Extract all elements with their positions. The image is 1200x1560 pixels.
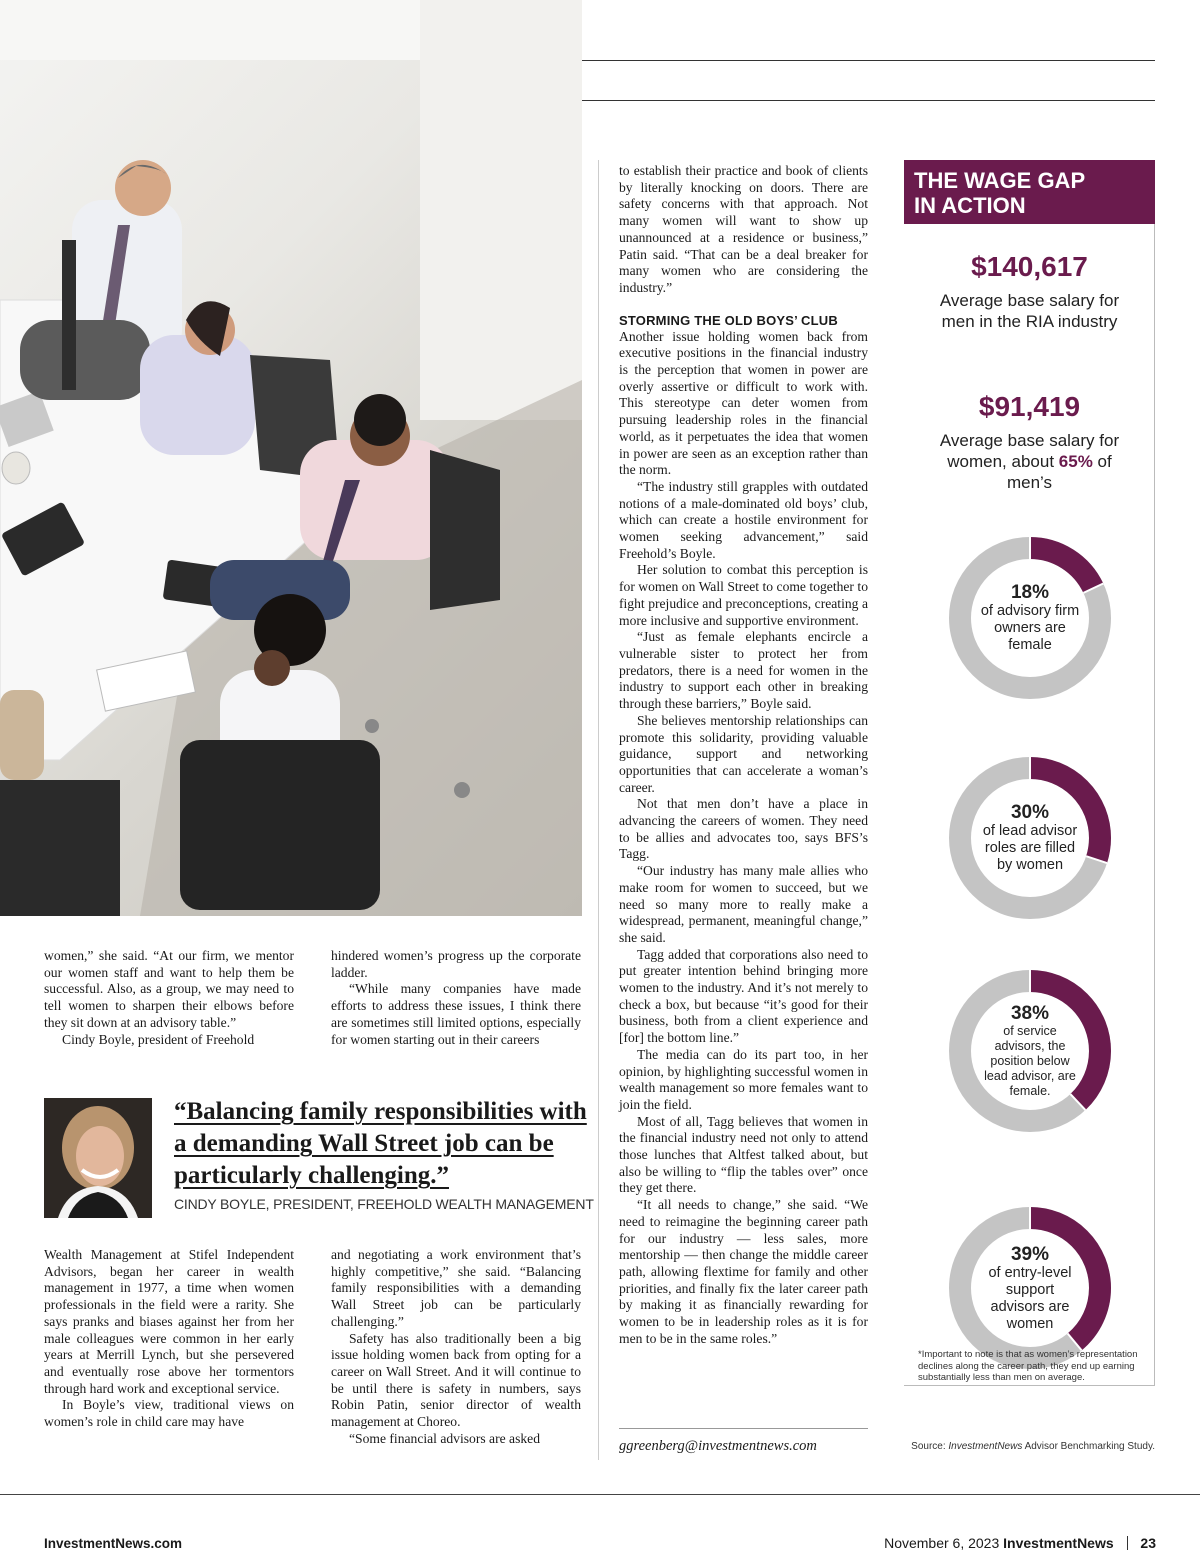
headshot-illustration xyxy=(44,1098,152,1218)
sidebar-title xyxy=(904,160,1155,224)
paragraph: “The industry still grapples with outdated notions of a male-dominated old boys’ club, which can create a hostile environment for women seeking advancement,” said Freehold’s Boyle. xyxy=(619,478,868,561)
stat-women-salary xyxy=(904,390,1155,493)
paragraph: Another issue holding women back from executive positions in the financial industry is the perception that women in power are overly assertive or difficult to work with. This stereotype can deter women from pursuing leadership roles in the financial world, as it perpetuates the idea that women in power are seen as an exception rather than the norm. xyxy=(619,328,868,478)
stat-description: Average base salary for men in the RIA industry xyxy=(939,291,1120,331)
paragraph: Wealth Management at Stifel Independent Advisors, began her career in wealth management in 1977, a time when women professionals in the field were a rarity. She says pranks and biases against her from her male colleagues were common in her early years at Merrill Lynch, but she persevered and eventually rose above her tormentors through hard work and exceptional service. xyxy=(44,1247,294,1396)
donut-chart xyxy=(949,1207,1111,1369)
pull-quote-text: “Balancing family responsibilities with a demanding Wall Street job can be particularly challenging.” xyxy=(174,1098,587,1189)
source-publication: InvestmentNews xyxy=(948,1441,1023,1452)
stat-men-salary xyxy=(904,250,1155,332)
donut-caption: of advisory firm owners are female xyxy=(980,603,1080,653)
paragraph: hindered women’s progress up the corporate ladder. xyxy=(331,948,581,980)
email-rule xyxy=(619,1428,868,1429)
author-email-link[interactable]: ggreenberg@investmentnews.com xyxy=(619,1438,817,1454)
donut-percent: 39% xyxy=(1010,1243,1050,1265)
donut-chart xyxy=(949,537,1111,699)
footer-brand: InvestmentNews xyxy=(1003,1535,1114,1551)
paragraph: In Boyle’s view, traditional views on women’s role in child care may have xyxy=(44,1397,294,1430)
stat-value: $91,419 xyxy=(978,391,1081,422)
source-label: Source: xyxy=(911,1441,946,1452)
footer-separator xyxy=(1127,1536,1128,1550)
page-number: 23 xyxy=(1140,1535,1156,1551)
paragraph: “Some financial advisors are asked xyxy=(349,1430,540,1446)
footer-rule xyxy=(0,1494,1200,1495)
sidebar-source xyxy=(911,1441,1155,1452)
stat-highlight-percent: 65% xyxy=(1058,452,1093,471)
sidebar-title-line: IN ACTION xyxy=(914,193,1026,218)
article-column-mid-top xyxy=(331,948,581,1048)
article-column-right xyxy=(619,163,868,1348)
sidebar-footnote: *Important to note is that as women’s representation declines along the career path, they end up earning substantially less than men on average. xyxy=(918,1349,1138,1383)
donut-caption: of service advisors, the position below lead advisor, are female. xyxy=(984,1024,1076,1098)
column-divider xyxy=(598,160,599,1460)
paragraph: Her solution to combat this perception is for women on Wall Street to come together to fight prejudice and preconceptions, creating a more inclusive and supportive environment. xyxy=(619,562,868,628)
donut-percent: 38% xyxy=(1010,1003,1050,1024)
section-heading: STORMING THE OLD BOYS’ CLUB xyxy=(619,312,838,328)
paragraph: “Just as female elephants encircle a vulnerable sister to protect her from predators, there is a need for women in the industry to support each other in breaking through these barriers,” Boyle said. xyxy=(619,629,868,712)
donut-chart xyxy=(949,970,1111,1132)
meeting-illustration xyxy=(0,0,582,916)
stat-description xyxy=(904,430,1155,493)
paragraph: Safety has also traditionally been a big issue holding women back from opting for a career on Wall Street. And it will continue to be until there is safety in numbers, says Robin Patin, senior director of wealth management at Choreo. xyxy=(331,1330,581,1430)
stat-description-text: Average base salary for women, about xyxy=(939,431,1120,471)
footer-date: November 6, 2023 xyxy=(884,1535,1000,1551)
paragraph: women,” she said. “At our firm, we mentor our women staff and want to help them be successful. Also, as a group, we may need to tell women to sharpen their elbows before they sit down at an advisory table.” xyxy=(44,948,294,1030)
pull-quote-attribution: CINDY BOYLE, PRESIDENT, FREEHOLD WEALTH MANAGEMENT xyxy=(174,1196,594,1212)
meeting-photo xyxy=(0,0,582,916)
pull-quote xyxy=(44,1096,594,1220)
source-study: Advisor Benchmarking Study. xyxy=(1024,1441,1155,1452)
donut-caption: of entry-level support advisors are women xyxy=(988,1264,1072,1332)
paragraph: “Our industry has many male allies who make room for women to succeed, but we need so many more to really make a widespread, permanent, meaningful change,” she said. xyxy=(619,863,868,945)
headshot-photo xyxy=(44,1098,152,1218)
donut-caption: of lead advisor roles are filled by women xyxy=(982,823,1078,873)
paragraph: to establish their practice and book of clients by literally knocking on doors. There are safety concerns with that approach. Not many women will want to show up unannounced at a residence or business,” Patin said. “That can be a deal breaker for many women who are considering the industry.” xyxy=(619,163,868,295)
footer-site-link[interactable]: InvestmentNews.com xyxy=(44,1536,183,1551)
stat-description-text: of men’s xyxy=(1006,452,1112,492)
donut-percent: 18% xyxy=(1010,582,1050,603)
paragraph: The media can do its part too, in her opinion, by highlighting successful women in wealth management so more females want to join the field. xyxy=(619,1046,868,1112)
donut-chart xyxy=(949,757,1111,919)
footer-folio xyxy=(884,1535,1156,1551)
paragraph: Cindy Boyle, president of Freehold xyxy=(62,1031,255,1047)
paragraph: She believes mentorship relationships can promote this solidarity, providing valuable guidance, support and networking opportunities that can accelerate a woman’s career. xyxy=(619,712,868,795)
paragraph: Tagg added that corporations also need to put greater intention behind bringing more women to the industry. And it’s not merely to check a box, but because “it’s good for their business, both from a client experience and [for] the bottom line.” xyxy=(619,946,868,1046)
article-column-mid-bottom xyxy=(331,1247,581,1447)
wage-gap-sidebar xyxy=(904,160,1155,1450)
stat-value: $140,617 xyxy=(971,251,1088,282)
article-column-left-top xyxy=(44,948,294,1048)
paragraph: “It all needs to change,” she said. “We need to reimagine the beginning career path for our industry — less sales, more mentorship — then change the middle career path, allowing flextime for family and other priorities, and finally fix the later career path by making it as financially rewarding for women to be in leadership roles as it is for men to be in the same roles.” xyxy=(619,1197,868,1346)
sidebar-title-line: THE WAGE GAP xyxy=(914,168,1086,193)
donut-percent: 30% xyxy=(1010,802,1050,823)
paragraph: Not that men don’t have a place in advancing the careers of women. They need to be allies and advocates too, says BFS’s Tagg. xyxy=(619,796,868,862)
article-column-left-bottom xyxy=(44,1247,294,1431)
paragraph: “While many companies have made efforts to address these issues, I think there are sometimes still limited options, especially for women starting out in their careers xyxy=(331,981,581,1047)
paragraph: Most of all, Tagg believes that women in the financial industry need not only to attend those lunches that Altfest talked about, but also be willing to “flip the tables over” once they get there. xyxy=(619,1113,868,1196)
paragraph: and negotiating a work environment that’s highly competitive,” she said. “Balancing family responsibilities with a demanding Wall Street job can be particularly challenging.” xyxy=(331,1247,581,1329)
